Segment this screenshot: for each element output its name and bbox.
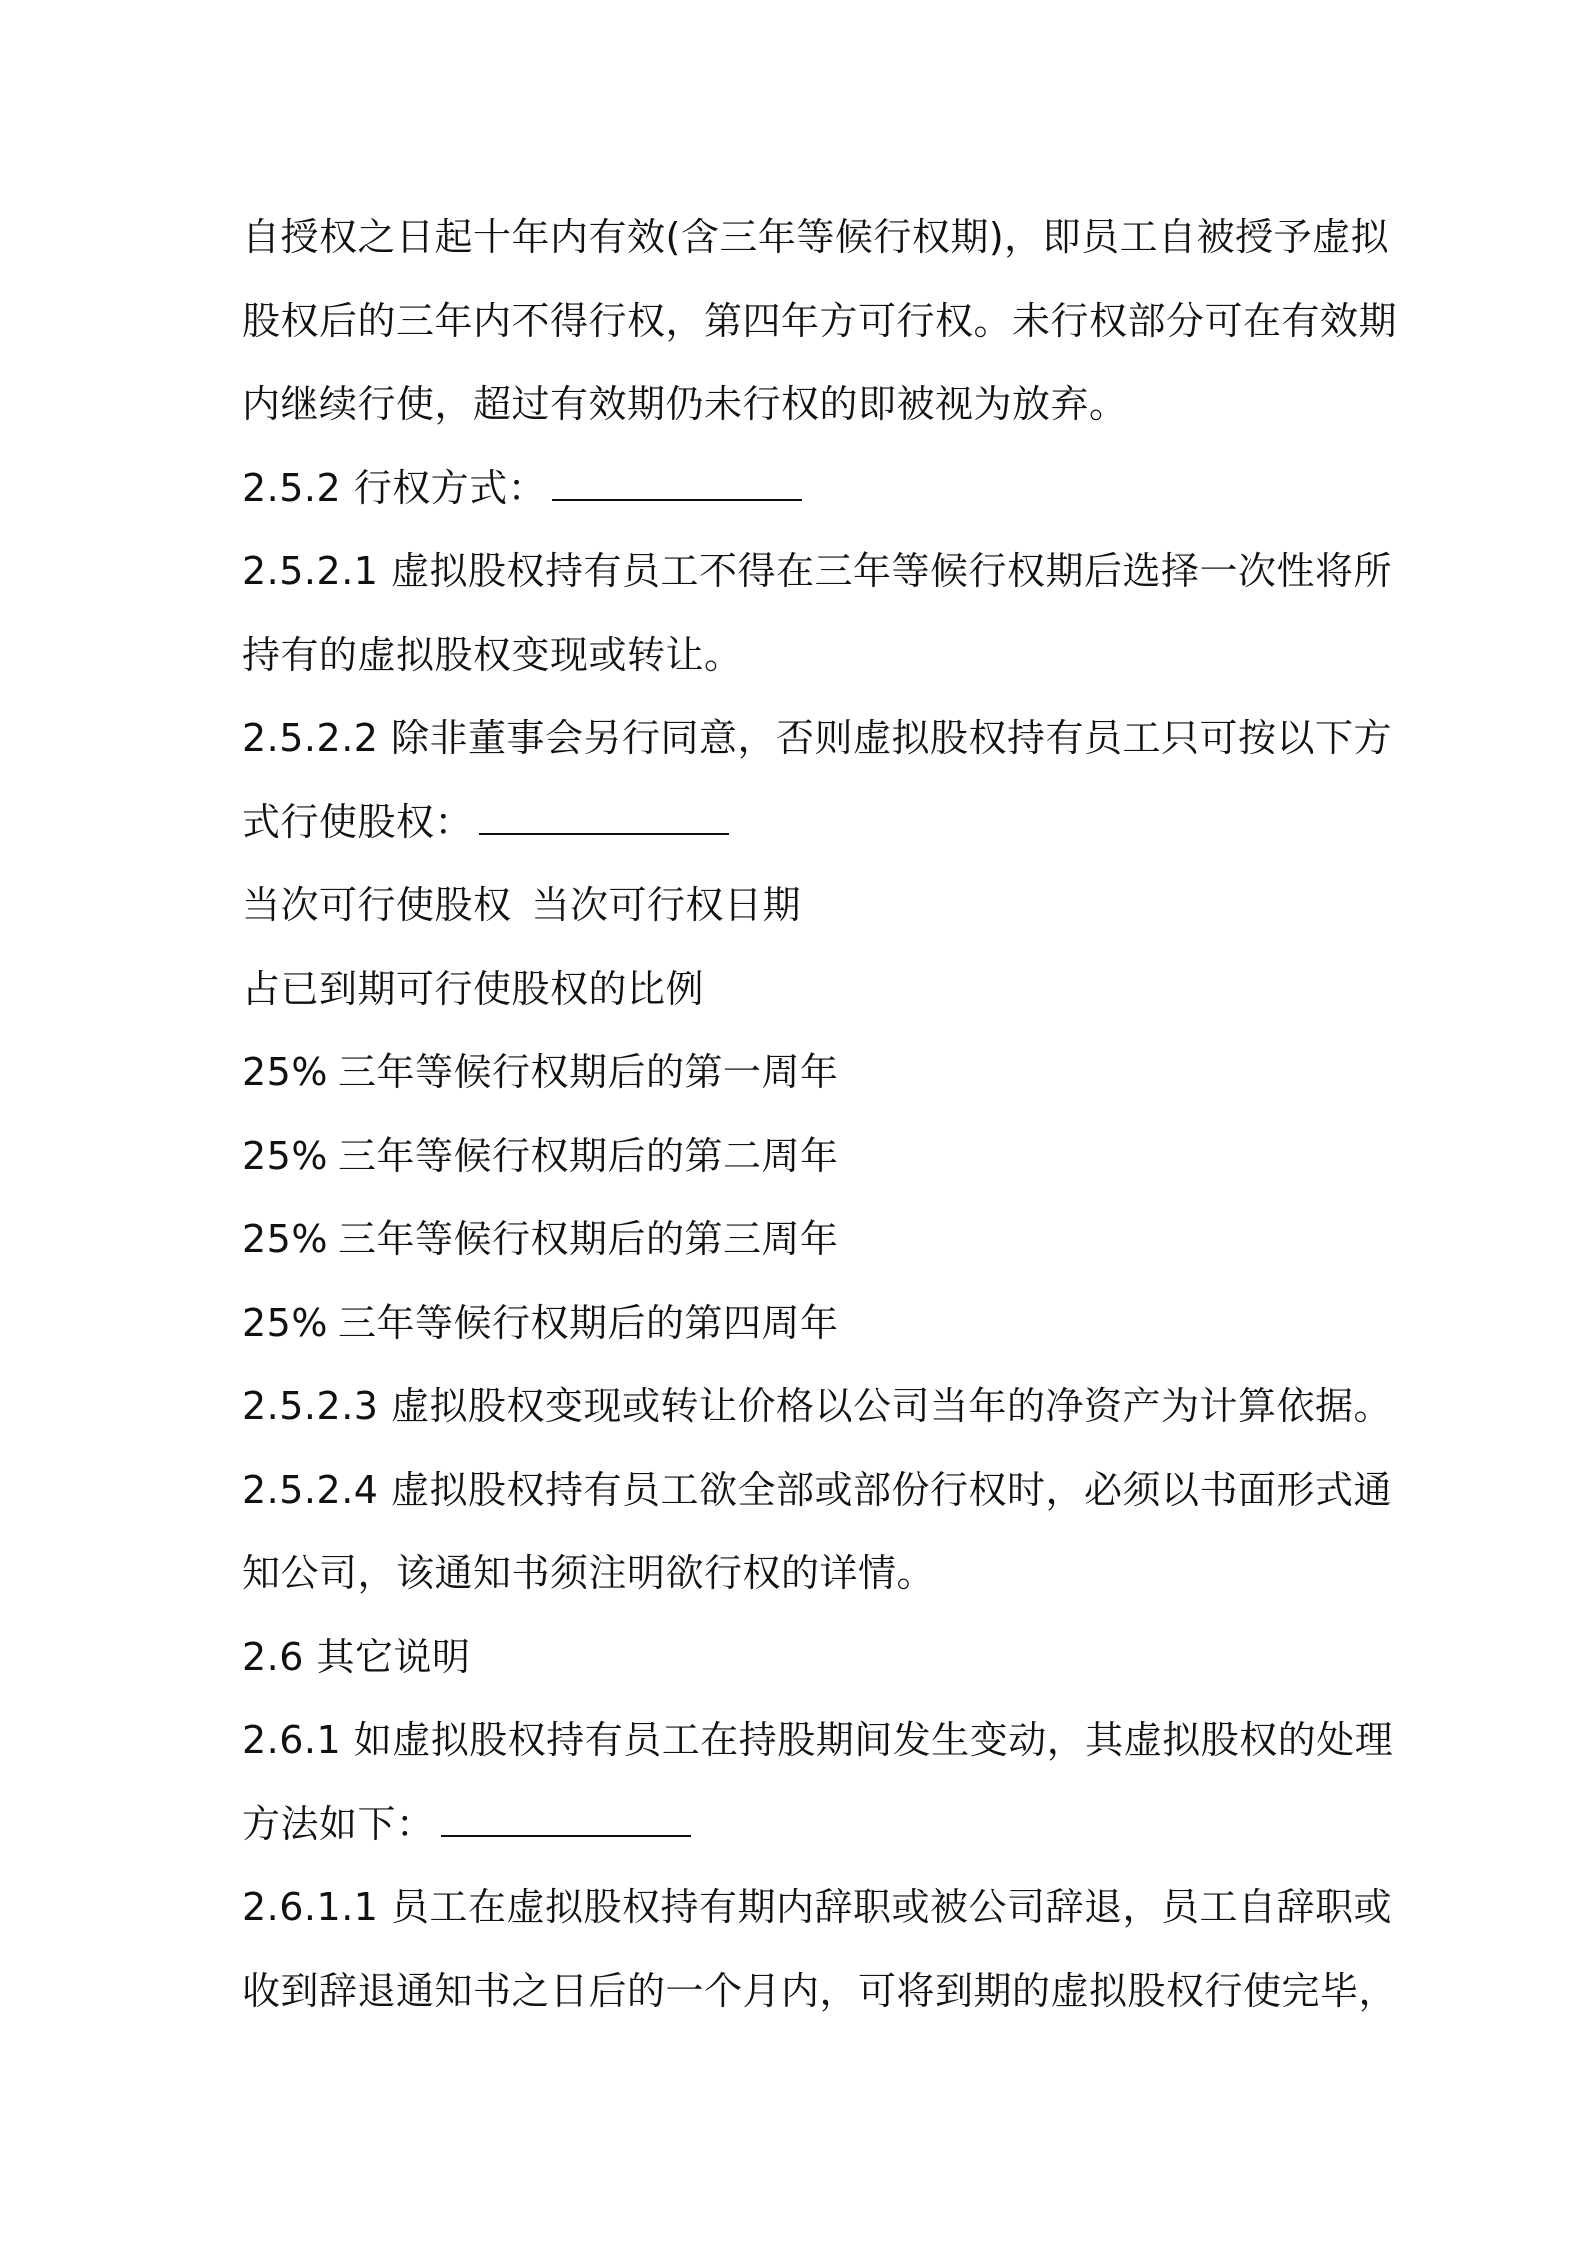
- body-line: 2.5.2.1 虚拟股权持有员工不得在三年等候行权期后选择一次性将所: [242, 549, 1393, 593]
- body-line-with-blank: [242, 1783, 1362, 1867]
- heading-text: 2.5.2 行权方式：: [242, 465, 547, 510]
- schedule-period: 三年等候行权期后的第三周年: [338, 1217, 839, 1261]
- schedule-col-share: 当次可行使股权: [242, 883, 512, 927]
- schedule-header-ratio: 占已到期可行使股权的比例: [242, 966, 705, 1011]
- body-line: 内继续行使，超过有效期仍未行权的即被视为放弃。: [242, 382, 1128, 426]
- schedule-percent: 25%: [242, 1050, 328, 1094]
- document-body: [242, 196, 1398, 2033]
- section-heading-2-5-2: [242, 447, 1362, 531]
- section-heading-2-6: 2.6 其它说明: [242, 1634, 471, 1679]
- schedule-percent: 25%: [242, 1133, 328, 1178]
- schedule-row: [242, 1282, 1362, 1366]
- body-line: 持有的虚拟股权变现或转让。: [242, 632, 743, 677]
- body-line: 自授权之日起十年内有效(含三年等候行权期)，即员工自被授予虚拟: [242, 215, 1390, 259]
- schedule-period: 三年等候行权期后的第二周年: [338, 1133, 839, 1178]
- schedule-header: [242, 864, 1362, 948]
- schedule-col-date: 当次可行权日期: [531, 883, 802, 927]
- body-line: 2.5.2.3 虚拟股权变现或转让价格以公司当年的净资产为计算依据。: [242, 1384, 1393, 1428]
- fill-in-blank: [479, 793, 729, 835]
- body-line: 2.5.2.4 虚拟股权持有员工欲全部或部份行权时，必须以书面形式通: [242, 1467, 1393, 1512]
- schedule-period: 三年等候行权期后的第一周年: [338, 1050, 839, 1094]
- fill-in-blank: [552, 459, 802, 501]
- schedule-row: [242, 1115, 1362, 1199]
- body-text: 方法如下：: [242, 1801, 435, 1846]
- body-line: 股权后的三年内不得行权，第四年方可行权。未行权部分可在有效期: [242, 298, 1398, 343]
- schedule-percent: 25%: [242, 1300, 328, 1345]
- schedule-percent: 25%: [242, 1217, 328, 1261]
- schedule-row: [242, 1198, 1362, 1282]
- body-line: 知公司，该通知书须注明欲行权的详情。: [242, 1551, 936, 1595]
- body-line: 收到辞退通知书之日后的一个月内，可将到期的虚拟股权行使完毕，: [242, 1968, 1398, 2013]
- body-line: 2.6.1 如虚拟股权持有员工在持股期间发生变动，其虚拟股权的处理: [242, 1718, 1394, 1762]
- body-line-with-blank: [242, 781, 1362, 865]
- body-line: 2.5.2.2 除非董事会另行同意，否则虚拟股权持有员工只可按以下方: [242, 716, 1393, 760]
- body-line: 2.6.1.1 员工在虚拟股权持有期内辞职或被公司辞退，员工自辞职或: [242, 1885, 1393, 1929]
- schedule-row: [242, 1031, 1362, 1115]
- schedule-period: 三年等候行权期后的第四周年: [338, 1300, 839, 1345]
- fill-in-blank: [441, 1795, 691, 1837]
- body-text: 式行使股权：: [242, 799, 474, 844]
